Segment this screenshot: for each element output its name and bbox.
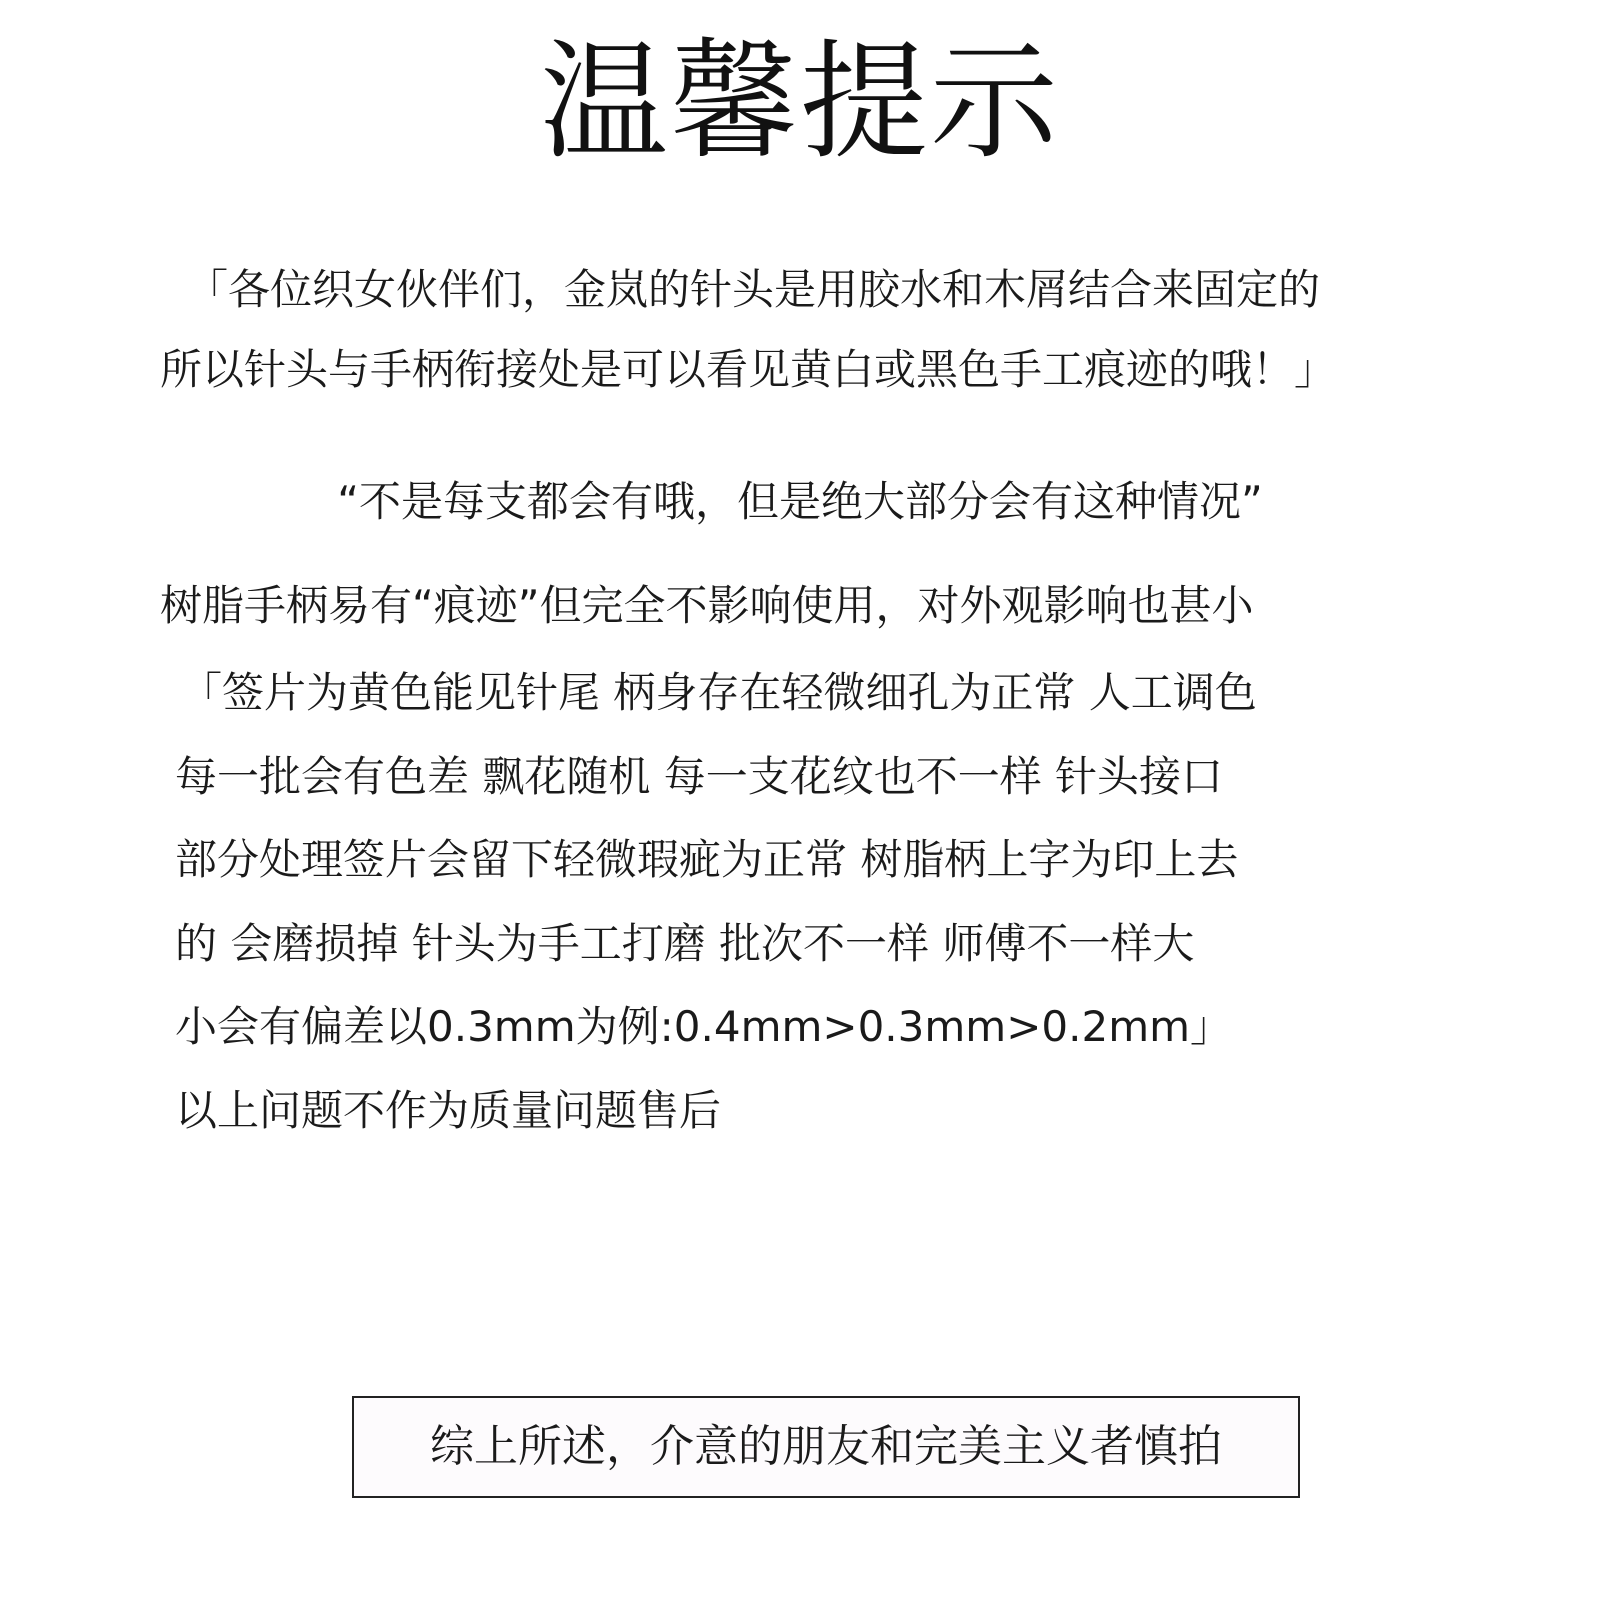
- page-title: 温馨提示: [539, 28, 1060, 177]
- after-sales-note: 以上问题不作为质量问题售后: [175, 1086, 722, 1135]
- notice-line-2: 所以针头与手柄衔接处是可以看见黄白或黑色手工痕迹的哦！」: [160, 345, 1337, 394]
- detail-line-3: 部分处理签片会留下轻微瑕疵为正常 树脂柄上字为印上去: [175, 835, 1239, 884]
- summary-box: [352, 1396, 1300, 1498]
- detail-line-2: 每一批会有色差 飘花随机 每一支花纹也不一样 针头接口: [175, 752, 1224, 801]
- summary-text: 综上所述，介意的朋友和完美主义者慎拍: [430, 1421, 1222, 1472]
- detail-line-1: 「签片为黄色能见针尾 柄身存在轻微细孔为正常 人工调色: [180, 668, 1257, 717]
- detail-line-4: 的 会磨损掉 针头为手工打磨 批次不一样 师傅不一样大: [175, 919, 1195, 968]
- quote-line: “不是每支都会有哦，但是绝大部分会有这种情况”: [337, 477, 1263, 526]
- resin-handle-note: 树脂手柄易有“痕迹”但完全不影响使用，对外观影响也甚小: [160, 581, 1254, 630]
- detail-line-5: 小会有偏差以0.3mm为例:0.4mm>0.3mm>0.2mm」: [175, 1002, 1233, 1051]
- notice-line-1: 「各位织女伙伴们，金岚的针头是用胶水和木屑结合来固定的: [186, 265, 1321, 314]
